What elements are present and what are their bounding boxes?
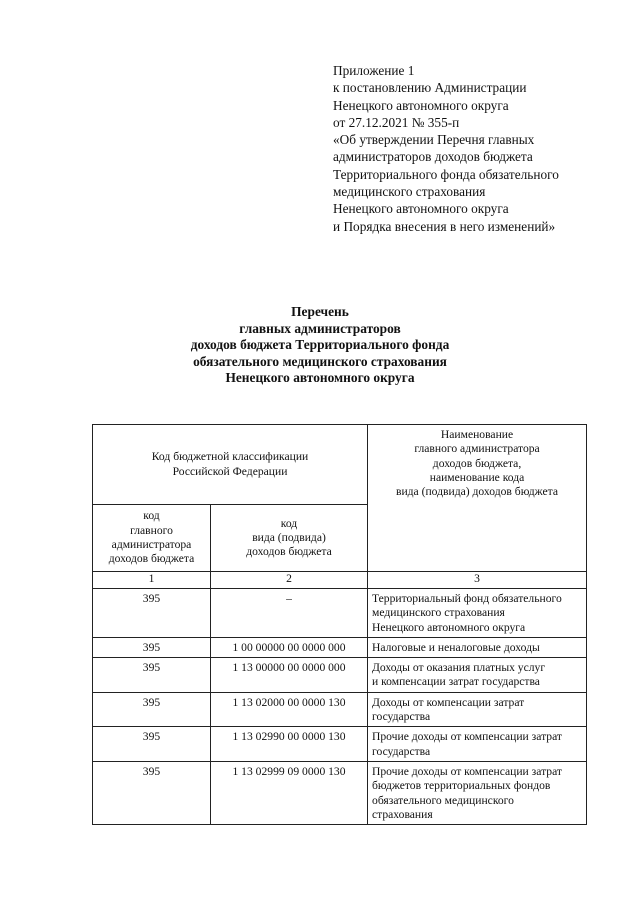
- admin-code-cell: 395: [93, 589, 211, 638]
- table-header-row: [93, 425, 587, 505]
- appendix-line: Ненецкого автономного округа: [333, 201, 509, 217]
- revenue-administrators-table: [92, 424, 587, 825]
- column-number-row: [93, 572, 587, 589]
- header-revenue-code: код вида (подвида) доходов бюджета: [211, 505, 368, 572]
- revenue-code-cell: 1 00 00000 00 0000 000: [211, 637, 368, 657]
- appendix-line: администраторов доходов бюджета: [333, 149, 533, 165]
- table-row: [93, 589, 587, 638]
- revenue-name-cell: Доходы от оказания платных услуг и компенсации затрат государства: [368, 658, 587, 693]
- appendix-line: Приложение 1: [333, 63, 415, 78]
- appendix-line: от 27.12.2021 № 355-п: [333, 114, 460, 130]
- revenue-name-cell: Налоговые и неналоговые доходы: [368, 637, 587, 657]
- admin-code-cell: 395: [93, 761, 211, 824]
- revenue-code-cell: –: [211, 589, 368, 638]
- appendix-header: [333, 62, 633, 235]
- appendix-line: медицинского страхования: [333, 184, 486, 200]
- admin-code-cell: 395: [93, 658, 211, 693]
- document-title: [0, 304, 640, 387]
- revenue-name-cell: Прочие доходы от компенсации затрат государства: [368, 727, 587, 762]
- title-line: Ненецкого автономного округа: [225, 370, 415, 386]
- appendix-line: «Об утверждении Перечня главных: [333, 132, 535, 148]
- table-row: [93, 637, 587, 657]
- table-row: [93, 727, 587, 762]
- title-line: Перечень: [291, 304, 349, 319]
- column-number: 3: [368, 572, 587, 589]
- admin-code-cell: 395: [93, 727, 211, 762]
- revenue-code-cell: 1 13 02999 09 0000 130: [211, 761, 368, 824]
- revenue-code-cell: 1 13 02000 00 0000 130: [211, 692, 368, 727]
- appendix-line: Ненецкого автономного округа: [333, 97, 509, 113]
- header-admin-code: код главного администратора доходов бюджета: [93, 505, 211, 572]
- revenue-code-cell: 1 13 00000 00 0000 000: [211, 658, 368, 693]
- revenue-name-cell: Территориальный фонд обязательного медицинского страхования Ненецкого автономного округа: [368, 589, 587, 638]
- revenue-name-cell: Прочие доходы от компенсации затрат бюджетов территориальных фондов обязательного медицинского страхования: [368, 761, 587, 824]
- appendix-line: Территориального фонда обязательного: [333, 166, 559, 182]
- admin-code-cell: 395: [93, 637, 211, 657]
- column-number: 1: [93, 572, 211, 589]
- title-line: главных администраторов: [239, 320, 401, 336]
- column-number: 2: [211, 572, 368, 589]
- revenue-code-cell: 1 13 02990 00 0000 130: [211, 727, 368, 762]
- title-line: доходов бюджета Территориального фонда: [190, 337, 450, 353]
- admin-code-cell: 395: [93, 692, 211, 727]
- header-budget-classification: Код бюджетной классификации Российской Федерации: [93, 425, 368, 505]
- appendix-line: к постановлению Администрации: [333, 80, 527, 96]
- table-row: [93, 658, 587, 693]
- revenue-name-cell: Доходы от компенсации затрат государства: [368, 692, 587, 727]
- title-line: обязательного медицинского страхования: [193, 353, 447, 369]
- appendix-line: и Порядка внесения в него изменений»: [333, 218, 556, 234]
- table-row: [93, 761, 587, 824]
- table-row: [93, 692, 587, 727]
- header-name: Наименование главного администратора доходов бюджета, наименование кода вида (подвида) доходов бюджета: [368, 425, 587, 572]
